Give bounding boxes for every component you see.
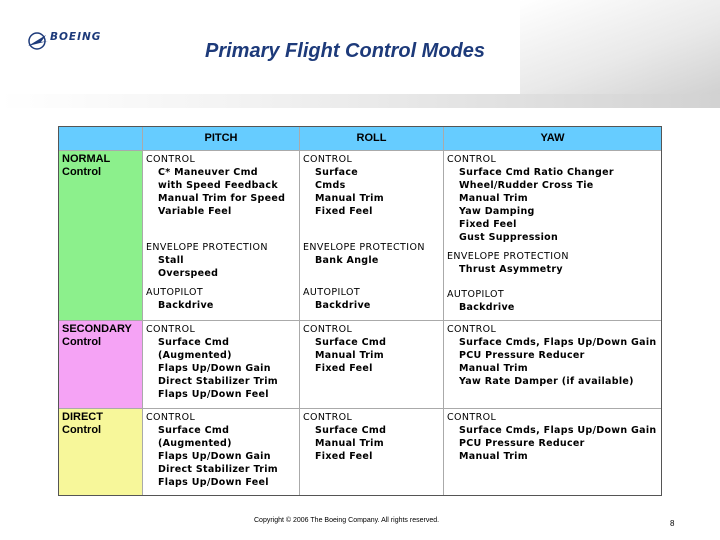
cell-secondary-roll bbox=[300, 321, 444, 409]
decorative-corner bbox=[520, 0, 720, 100]
list-item: Surface Cmd Ratio Changer bbox=[459, 167, 614, 178]
list-item: Flaps Up/Down Gain bbox=[158, 363, 271, 374]
table-row-direct bbox=[59, 409, 661, 495]
list-item: Manual Trim bbox=[315, 438, 384, 449]
group-label: CONTROL bbox=[447, 154, 497, 165]
list-item: Cmds bbox=[315, 180, 346, 191]
list-item: Surface bbox=[315, 167, 359, 178]
mode-sublabel: Control bbox=[62, 336, 102, 348]
table-row-normal bbox=[59, 151, 661, 321]
list-item: Yaw Rate Damper (if available) bbox=[459, 376, 634, 387]
list-item: Surface Cmd (Augmented) bbox=[158, 425, 232, 449]
mode-label: SECONDARY bbox=[62, 323, 132, 335]
list-item: (Augmented) bbox=[158, 350, 232, 361]
cell-secondary-pitch bbox=[143, 321, 300, 409]
table-row-secondary bbox=[59, 321, 661, 409]
header-blank bbox=[59, 127, 143, 151]
list-item: C* Maneuver Cmd bbox=[158, 167, 258, 178]
cell-normal-roll bbox=[300, 151, 444, 321]
boeing-logo bbox=[26, 30, 126, 52]
copyright-notice: Copyright © 2006 The Boeing Company. All rights reserved. bbox=[254, 517, 440, 524]
list-item: Surface Cmds, Flaps Up/Down Gain bbox=[459, 337, 657, 348]
control-modes-table bbox=[58, 126, 662, 496]
mode-sublabel: Control bbox=[62, 166, 102, 178]
list-item: Manual Trim bbox=[315, 193, 384, 204]
mode-sublabel: Control bbox=[62, 424, 102, 436]
list-item: Flaps Up/Down Feel bbox=[158, 389, 269, 400]
list-item: Backdrive bbox=[315, 300, 371, 311]
group-label: CONTROL bbox=[447, 324, 497, 335]
list-item: PCU Pressure Reducer bbox=[459, 438, 585, 449]
list-item: Manual Trim bbox=[459, 193, 528, 204]
decorative-band bbox=[0, 94, 720, 108]
list-item: Flaps Up/Down Feel bbox=[158, 477, 269, 488]
list-item: Fixed Feel bbox=[315, 363, 373, 374]
group-label: CONTROL bbox=[303, 324, 353, 335]
cell-direct-pitch bbox=[143, 409, 300, 495]
group-label: CONTROL bbox=[303, 412, 353, 423]
list-item: Thrust Asymmetry bbox=[459, 264, 563, 275]
group-label: CONTROL bbox=[146, 154, 196, 165]
list-item: Surface Cmds, Flaps Up/Down Gain bbox=[459, 425, 657, 436]
list-item: Wheel/Rudder Cross Tie bbox=[459, 180, 594, 191]
list-item: Manual Trim bbox=[459, 363, 528, 374]
group-label: AUTOPILOT bbox=[303, 287, 361, 298]
list-item: Overspeed bbox=[158, 268, 219, 279]
mode-label: DIRECT bbox=[62, 411, 103, 423]
list-item: Yaw Damping bbox=[459, 206, 535, 217]
page-title: Primary Flight Control Modes bbox=[205, 40, 486, 62]
header-roll: ROLL bbox=[300, 127, 444, 151]
cell-direct-roll bbox=[300, 409, 444, 495]
mode-label: NORMAL bbox=[62, 153, 111, 165]
group-label: AUTOPILOT bbox=[447, 289, 505, 300]
cell-direct-yaw bbox=[444, 409, 661, 495]
list-item: Surface Cmd bbox=[315, 337, 387, 348]
list-item: Flaps Up/Down Gain bbox=[158, 451, 271, 462]
list-item: Fixed Feel bbox=[459, 219, 517, 230]
list-item: PCU Pressure Reducer bbox=[459, 350, 585, 361]
mode-cell-normal bbox=[59, 151, 143, 321]
list-item: Manual Trim for Speed bbox=[158, 193, 286, 204]
list-item: Backdrive bbox=[459, 302, 515, 313]
header-pitch: PITCH bbox=[143, 127, 300, 151]
list-item: Surface Cmd bbox=[315, 425, 387, 436]
list-item: Manual Trim bbox=[315, 350, 384, 361]
list-item: Fixed Feel bbox=[315, 451, 373, 462]
group-label: ENVELOPE PROTECTION bbox=[303, 242, 425, 253]
cell-normal-yaw bbox=[444, 151, 661, 321]
boeing-logo-icon bbox=[26, 30, 50, 52]
mode-cell-secondary bbox=[59, 321, 143, 409]
group-label: CONTROL bbox=[146, 324, 196, 335]
list-item: Direct Stabilizer Trim bbox=[158, 376, 278, 387]
table-header-row bbox=[59, 127, 661, 151]
group-label: CONTROL bbox=[303, 154, 353, 165]
list-item: Bank Angle bbox=[315, 255, 379, 266]
list-item: with Speed Feedback bbox=[158, 180, 278, 191]
list-item: Variable Feel bbox=[158, 206, 232, 217]
group-label: CONTROL bbox=[447, 412, 497, 423]
logo-wordmark: BOEING bbox=[50, 31, 102, 43]
list-item: Backdrive bbox=[158, 300, 214, 311]
list-item: Manual Trim bbox=[459, 451, 528, 462]
group-label: CONTROL bbox=[146, 412, 196, 423]
page-number: 8 bbox=[670, 519, 675, 528]
group-label: AUTOPILOT bbox=[146, 287, 204, 298]
list-item: Direct Stabilizer Trim bbox=[158, 464, 278, 475]
list-item: Stall bbox=[158, 255, 184, 266]
group-label: ENVELOPE PROTECTION bbox=[447, 251, 569, 262]
cell-secondary-yaw bbox=[444, 321, 661, 409]
mode-cell-direct bbox=[59, 409, 143, 495]
cell-normal-pitch bbox=[143, 151, 300, 321]
list-item: Surface Cmd bbox=[158, 337, 230, 348]
list-item: Gust Suppression bbox=[459, 232, 559, 243]
header-yaw: YAW bbox=[444, 127, 661, 151]
group-label: ENVELOPE PROTECTION bbox=[146, 242, 268, 253]
list-item: Fixed Feel bbox=[315, 206, 373, 217]
